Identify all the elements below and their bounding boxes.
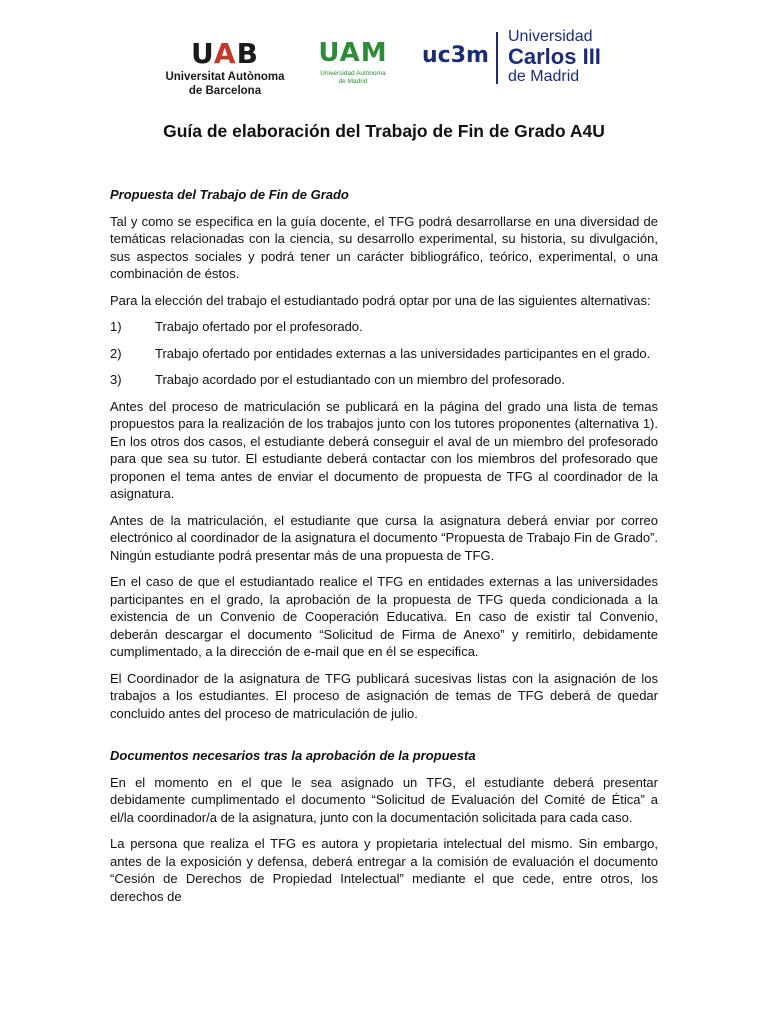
document-body: [110, 186, 658, 914]
uc3m-logo: [420, 28, 610, 88]
paragraph: Antes del proceso de matriculación se publicará en la página del grado una lista de temas propuestos para la realización de los trabajos junto con los tutores proponentes (alternativa 1). En los otros dos casos, el estudiante deberá conseguir el aval de un miembro del profesorado para que sea su tutor. El estudiante deberá contactar con los miembros del profesorado que proponen el tema antes de enviar el documento de propuesta de TFG al coordinador de la asignatura.: [110, 398, 658, 501]
uc3m-logo-divider: [496, 32, 498, 84]
list-item: [110, 371, 658, 389]
uab-logo: [160, 37, 290, 98]
paragraph: Para la elección del trabajo el estudiantado podrá optar por una de las siguientes alternativas:: [110, 292, 651, 308]
alternatives-list: [110, 318, 658, 389]
uam-logo-mark: UAM: [318, 38, 388, 68]
list-item-text: Trabajo acordado por el estudiantado con un miembro del profesorado.: [155, 372, 565, 387]
paragraph: La persona que realiza el TFG es autora y propietaria intelectual del mismo. Sin embargo, antes de la exposición y defensa, deberá entregar a la comisión de evaluación el documento “Cesión de Derechos de Propiedad Intelectual” mediante el que cede, entre otros, los derechos de: [110, 836, 658, 904]
uab-logo-mark: UAB: [191, 37, 259, 70]
paragraph: En el caso de que el estudiantado realice el TFG en entidades externas a las universidades participantes en el grado, la aprobación de la propuesta de TFG queda condicionada a la existencia de un Convenio de Cooperación Educativa. En caso de existir tal Convenio, deberán descargar el documento “Solicitud de Firma de Anexo” y remitirlo, debidamente cumplimentado, a la dirección de e-mail que en él se especifica.: [110, 574, 658, 659]
section-heading-propuesta: Propuesta del Trabajo de Fin de Grado: [110, 187, 349, 202]
uab-logo-name-line2: de Barcelona: [188, 85, 262, 97]
section-heading-documentos: Documentos necesarios tras la aprobación de la propuesta: [110, 748, 476, 763]
uc3m-logo-line2: Carlos III: [508, 44, 601, 69]
uam-logo-name-line2: de Madrid: [338, 78, 368, 85]
paragraph: El Coordinador de la asignatura de TFG publicará sucesivas listas con la asignación de los trabajos a los estudiantes. El proceso de asignación de temas de TFG deberá de quedar concluido antes del proceso de matriculación de julio.: [110, 670, 658, 721]
list-item: [110, 318, 658, 336]
uc3m-logo-line3: de Madrid: [508, 68, 580, 85]
list-item-text: Trabajo ofertado por el profesorado.: [155, 319, 363, 334]
uam-logo: [312, 38, 394, 86]
paragraph: Antes de la matriculación, el estudiante que cursa la asignatura deberá enviar por correo electrónico al coordinador de la asignatura el documento “Propuesta de Trabajo Fin de Grado”. Ningún estudiante podrá presentar más de una propuesta de TFG.: [110, 512, 658, 563]
paragraph: Tal y como se especifica en la guía docente, el TFG podrá desarrollarse en una diversidad de temáticas relacionadas con la ciencia, su desarrollo experimental, su historia, su divulgación, sus aspectos sociales y podrá tener un carácter bibliográfico, teórico, experimental, o una combinación de éstos.: [110, 213, 658, 281]
uam-logo-name-line1: Universidad Autónoma: [320, 70, 386, 77]
list-item-number: 3): [110, 372, 122, 387]
uc3m-logo-name: [508, 28, 601, 86]
list-item-text: Trabajo ofertado por entidades externas a las universidades participantes en el grado.: [155, 345, 651, 361]
list-item: [110, 345, 658, 363]
paragraph: En el momento en el que le sea asignado un TFG, el estudiante deberá presentar debidamente cumplimentado el documento “Solicitud de Evaluación del Comité de Ética” a el/la coordinador/a de la asignatura, junto con la documentación solicitada para cada caso.: [110, 774, 658, 825]
list-item-number: 2): [110, 345, 122, 361]
document-title: Guía de elaboración del Trabajo de Fin de Grado A4U: [163, 121, 605, 141]
section-spacer: [110, 731, 658, 747]
list-item-number: 1): [110, 319, 122, 334]
uab-logo-name-line1: Universitat Autònoma: [165, 71, 285, 83]
uc3m-logo-line1: Universidad: [508, 28, 593, 45]
logo-header: [0, 26, 768, 98]
uc3m-logo-mark: uc3m: [422, 43, 489, 68]
